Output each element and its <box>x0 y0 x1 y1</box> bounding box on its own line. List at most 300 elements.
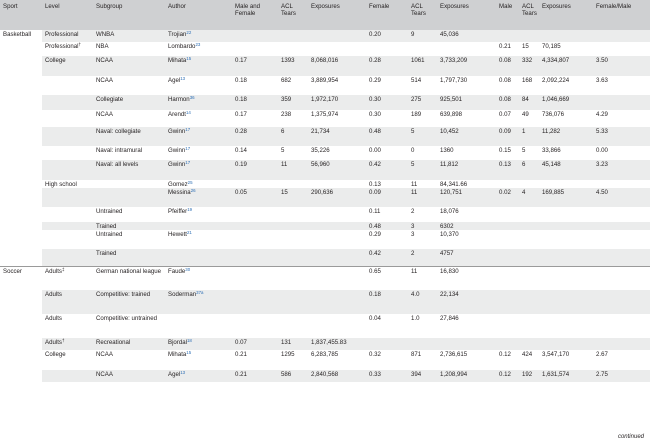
footnote-mark: † <box>78 42 81 47</box>
author-cell <box>165 350 232 370</box>
subgroup-cell <box>93 56 165 76</box>
female-rate-cell <box>366 30 408 42</box>
male-female-exposures-cell <box>308 249 366 266</box>
male-female-rate-cell <box>232 350 278 370</box>
subgroup-cell <box>93 30 165 42</box>
female-exposures-value: 1,797,730 <box>440 77 468 84</box>
male-exposures-cell <box>539 188 593 207</box>
sport-cell <box>0 30 42 42</box>
table-row <box>0 266 650 290</box>
sport-value: Soccer <box>3 267 22 275</box>
column-header-acl-tears-male: ACL Tears <box>522 3 537 18</box>
male-exposures-cell <box>539 290 593 314</box>
author-cell <box>165 127 232 146</box>
male-tears-value: 192 <box>522 371 533 379</box>
female-tears-cell <box>408 290 437 314</box>
subgroup-value: Competitive: untrained <box>96 315 157 323</box>
author-cell <box>165 30 232 42</box>
author-value: Agel <box>168 371 181 379</box>
male-female-tears-cell <box>278 222 308 230</box>
female-rate-value: 0.33 <box>369 371 381 379</box>
level-cell <box>42 290 93 314</box>
sport-cell <box>0 95 42 110</box>
male-exposures-cell <box>539 110 593 127</box>
female-male-ratio-cell <box>593 110 650 127</box>
male-female-rate-cell <box>232 207 278 222</box>
male-tears-cell <box>519 314 539 338</box>
table-row <box>0 160 650 180</box>
male-tears-cell <box>519 146 539 160</box>
level-value: Professional <box>45 43 79 50</box>
author-cell <box>165 266 232 290</box>
female-male-ratio-cell <box>593 188 650 207</box>
sport-cell <box>0 110 42 127</box>
level-cell <box>42 370 93 382</box>
male-exposures-value: 2,092,224 <box>542 77 570 84</box>
female-tears-value: 11 <box>411 189 418 197</box>
male-female-exposures-cell <box>308 290 366 314</box>
male-tears-value: 15 <box>522 43 529 50</box>
male-female-rate-cell <box>232 266 278 290</box>
level-cell <box>42 350 93 370</box>
male-female-tears-cell <box>278 42 308 56</box>
subgroup-value: NCAA <box>96 351 113 359</box>
subgroup-value: Naval: collegiate <box>96 128 141 135</box>
female-rate-value: 0.20 <box>369 31 381 38</box>
male-exposures-cell <box>539 160 593 180</box>
level-cell <box>42 76 93 95</box>
reference-link[interactable]: 17 <box>185 160 191 165</box>
female-male-ratio-cell <box>593 370 650 382</box>
male-female-tears-value: 682 <box>281 77 292 84</box>
male-female-exposures-value: 21,734 <box>311 128 330 135</box>
author-value: Lombardo <box>168 43 196 50</box>
male-tears-cell <box>519 266 539 290</box>
female-rate-cell <box>366 180 408 188</box>
column-header-author: Author <box>168 3 186 10</box>
female-rate-cell <box>366 370 408 382</box>
column-header-male: Male <box>499 3 513 10</box>
sport-cell <box>0 370 42 382</box>
subgroup-value: Recreational <box>96 339 131 347</box>
level-value: High school <box>45 181 77 188</box>
male-tears-cell <box>519 160 539 180</box>
female-male-ratio-cell <box>593 127 650 146</box>
author-value: Trojian <box>168 31 187 38</box>
male-exposures-cell <box>539 249 593 266</box>
female-tears-cell <box>408 56 437 76</box>
subgroup-cell <box>93 188 165 207</box>
male-female-tears-value: 131 <box>281 339 292 347</box>
female-male-ratio-cell <box>593 146 650 160</box>
male-female-rate-value: 0.18 <box>235 77 247 84</box>
author-value: Arendt <box>168 111 186 118</box>
male-tears-cell <box>519 338 539 350</box>
level-cell <box>42 110 93 127</box>
sport-cell <box>0 266 42 290</box>
sport-cell <box>0 314 42 338</box>
sport-cell <box>0 127 42 146</box>
male-exposures-cell <box>539 207 593 222</box>
subgroup-value: Naval: intramural <box>96 147 143 154</box>
female-rate-cell <box>366 42 408 56</box>
subgroup-cell <box>93 230 165 249</box>
female-exposures-value: 6302 <box>440 223 454 231</box>
female-exposures-cell <box>437 95 496 110</box>
female-exposures-cell <box>437 188 496 207</box>
reference-link[interactable]: 13 <box>180 76 186 81</box>
sport-cell <box>0 146 42 160</box>
male-exposures-value: 4,334,807 <box>542 57 570 64</box>
male-female-tears-cell <box>278 230 308 249</box>
column-header-male-and-female: Male and Female <box>235 3 261 18</box>
reference-link[interactable]: 26 <box>190 188 196 194</box>
table-row <box>0 56 650 76</box>
subgroup-value: Competitive: trained <box>96 291 151 299</box>
male-exposures-cell <box>539 350 593 370</box>
female-tears-cell <box>408 230 437 249</box>
reference-link[interactable]: 37a <box>196 290 204 296</box>
female-rate-cell <box>366 249 408 266</box>
male-tears-value: 5 <box>522 147 526 154</box>
male-rate-cell <box>496 42 519 56</box>
female-rate-cell <box>366 207 408 222</box>
sport-cell <box>0 160 42 180</box>
column-header-level: Level <box>45 3 60 10</box>
table-row <box>0 338 650 350</box>
author-cell <box>165 56 232 76</box>
male-female-tears-cell <box>278 127 308 146</box>
male-female-rate-cell <box>232 222 278 230</box>
female-male-ratio-cell <box>593 266 650 290</box>
sport-cell <box>0 180 42 188</box>
female-tears-value: 4.0 <box>411 291 420 299</box>
male-rate-cell <box>496 95 519 110</box>
male-female-tears-value: 586 <box>281 371 292 379</box>
sport-cell <box>0 338 42 350</box>
male-rate-value: 0.08 <box>499 96 511 103</box>
male-female-tears-cell <box>278 370 308 382</box>
male-exposures-value: 1,046,669 <box>542 96 570 103</box>
female-male-ratio-value: 3.63 <box>596 77 608 84</box>
author-value: Pfeiffer <box>168 208 188 216</box>
reference-link[interactable]: 21 <box>186 230 192 236</box>
subgroup-value: NCAA <box>96 77 113 84</box>
male-female-exposures-value: 1,972,170 <box>311 96 339 103</box>
male-female-rate-cell <box>232 338 278 350</box>
female-rate-value: 0.42 <box>369 250 381 258</box>
female-male-ratio-cell <box>593 76 650 95</box>
table-row <box>0 370 650 382</box>
reference-link[interactable]: 15 <box>186 56 192 61</box>
female-exposures-cell <box>437 127 496 146</box>
subgroup-cell <box>93 110 165 127</box>
female-exposures-value: 22,134 <box>440 291 459 299</box>
table-row <box>0 180 650 188</box>
reference-link[interactable]: 22 <box>186 30 192 35</box>
level-cell <box>42 95 93 110</box>
female-exposures-cell <box>437 249 496 266</box>
author-cell <box>165 230 232 249</box>
reference-link[interactable]: 23 <box>195 42 201 47</box>
male-female-tears-value: 11 <box>281 161 288 168</box>
female-rate-cell <box>366 160 408 180</box>
level-cell <box>42 188 93 207</box>
level-cell <box>42 266 93 290</box>
author-value: Hewett <box>168 231 187 239</box>
level-value: Professional <box>45 31 79 38</box>
male-rate-value: 0.13 <box>499 161 511 168</box>
male-exposures-cell <box>539 314 593 338</box>
female-rate-value: 0.30 <box>369 111 381 118</box>
male-rate-cell <box>496 127 519 146</box>
reference-link[interactable]: 14 <box>185 110 191 115</box>
female-rate-value: 0.48 <box>369 128 381 135</box>
male-female-rate-cell <box>232 230 278 249</box>
male-female-exposures-cell <box>308 76 366 95</box>
male-tears-cell <box>519 95 539 110</box>
male-exposures-cell <box>539 127 593 146</box>
male-female-exposures-value: 6,283,785 <box>311 351 339 359</box>
author-value: Gwinn <box>168 147 186 154</box>
female-male-ratio-value: 2.67 <box>596 351 608 359</box>
table-row <box>0 127 650 146</box>
author-cell <box>165 146 232 160</box>
female-exposures-value: 84,341.66 <box>440 181 468 188</box>
female-rate-cell <box>366 146 408 160</box>
female-exposures-cell <box>437 180 496 188</box>
female-rate-value: 0.28 <box>369 57 381 64</box>
table-body <box>0 30 650 382</box>
reference-link[interactable]: 17 <box>185 127 191 132</box>
male-female-rate-cell <box>232 249 278 266</box>
female-exposures-cell <box>437 42 496 56</box>
author-value: Mihata <box>168 57 187 64</box>
male-exposures-cell <box>539 370 593 382</box>
subgroup-cell <box>93 42 165 56</box>
male-female-rate-value: 0.05 <box>235 189 247 197</box>
male-female-exposures-cell <box>308 30 366 42</box>
column-header-female: Female <box>369 3 390 10</box>
female-male-ratio-cell <box>593 338 650 350</box>
author-cell <box>165 290 232 314</box>
female-exposures-cell <box>437 290 496 314</box>
subgroup-value: German national league <box>96 267 162 275</box>
male-exposures-cell <box>539 95 593 110</box>
male-female-exposures-value: 56,960 <box>311 161 330 168</box>
table-row <box>0 110 650 127</box>
female-rate-cell <box>366 56 408 76</box>
male-female-tears-cell <box>278 56 308 76</box>
author-cell <box>165 160 232 180</box>
male-exposures-cell <box>539 42 593 56</box>
male-tears-cell <box>519 290 539 314</box>
table-row <box>0 230 650 249</box>
female-exposures-cell <box>437 160 496 180</box>
author-cell <box>165 42 232 56</box>
author-cell <box>165 110 232 127</box>
female-exposures-cell <box>437 56 496 76</box>
male-female-rate-cell <box>232 160 278 180</box>
table-row <box>0 95 650 110</box>
footnote-mark: † <box>61 338 65 344</box>
column-header-sport: Sport <box>3 3 18 10</box>
male-female-rate-cell <box>232 127 278 146</box>
subgroup-cell <box>93 76 165 95</box>
male-rate-value: 0.15 <box>499 147 511 154</box>
subgroup-cell <box>93 160 165 180</box>
subgroup-value: NCAA <box>96 57 113 64</box>
male-exposures-cell <box>539 266 593 290</box>
female-tears-value: 5 <box>411 161 415 168</box>
male-female-tears-cell <box>278 146 308 160</box>
subgroup-cell <box>93 350 165 370</box>
male-rate-value: 0.08 <box>499 57 511 64</box>
male-rate-value: 0.09 <box>499 128 511 135</box>
male-exposures-value: 169,885 <box>542 189 565 197</box>
subgroup-value: Collegiate <box>96 96 124 103</box>
male-female-rate-value: 0.14 <box>235 147 247 154</box>
female-rate-value: 0.29 <box>369 231 381 239</box>
male-exposures-cell <box>539 30 593 42</box>
male-female-tears-cell <box>278 207 308 222</box>
table-row <box>0 76 650 95</box>
level-cell <box>42 207 93 222</box>
female-rate-value: 0.48 <box>369 223 381 231</box>
subgroup-cell <box>93 370 165 382</box>
reference-link[interactable]: 30 <box>185 266 191 272</box>
female-tears-cell <box>408 95 437 110</box>
female-rate-value: 0.11 <box>369 208 381 216</box>
male-female-exposures-cell <box>308 266 366 290</box>
male-female-rate-value: 0.18 <box>235 96 247 103</box>
sport-cell <box>0 222 42 230</box>
female-exposures-value: 16,830 <box>440 267 459 275</box>
level-value: Adults <box>45 315 62 323</box>
male-female-exposures-value: 3,889,954 <box>311 77 339 84</box>
level-cell <box>42 249 93 266</box>
subgroup-cell <box>93 180 165 188</box>
table-row <box>0 146 650 160</box>
reference-link[interactable]: 25 <box>187 180 193 185</box>
level-value: Adults <box>45 267 62 275</box>
table-row <box>0 350 650 370</box>
male-tears-cell <box>519 188 539 207</box>
female-rate-value: 0.00 <box>369 147 381 154</box>
table-row <box>0 42 650 56</box>
female-exposures-cell <box>437 338 496 350</box>
male-female-tears-value: 359 <box>281 96 292 103</box>
male-tears-cell <box>519 230 539 249</box>
female-tears-value: 11 <box>411 267 418 275</box>
male-rate-value: 0.02 <box>499 189 511 197</box>
male-exposures-value: 736,076 <box>542 111 565 118</box>
level-cell <box>42 56 93 76</box>
male-female-exposures-cell <box>308 56 366 76</box>
female-male-ratio-cell <box>593 207 650 222</box>
female-rate-value: 0.09 <box>369 189 381 197</box>
reference-link[interactable]: 19 <box>187 207 193 213</box>
female-male-ratio-cell <box>593 222 650 230</box>
subgroup-value: Trained <box>96 223 117 231</box>
male-rate-value: 0.12 <box>499 351 511 359</box>
level-cell <box>42 314 93 338</box>
table-row <box>0 290 650 314</box>
male-female-rate-value: 0.21 <box>235 351 247 359</box>
reference-link[interactable]: 36 <box>189 95 195 100</box>
female-rate-cell <box>366 230 408 249</box>
female-rate-value: 0.42 <box>369 161 381 168</box>
author-cell <box>165 249 232 266</box>
reference-link[interactable]: 13 <box>180 370 186 376</box>
male-tears-cell <box>519 76 539 95</box>
male-female-exposures-value: 8,068,016 <box>311 57 339 64</box>
male-tears-value: 1 <box>522 128 526 135</box>
author-value: Harmon <box>168 96 190 103</box>
male-exposures-value: 70,185 <box>542 43 561 50</box>
author-value: Bjordal <box>168 339 187 347</box>
female-exposures-value: 1360 <box>440 147 454 154</box>
female-rate-cell <box>366 127 408 146</box>
footnote-mark: ‡ <box>61 266 65 272</box>
male-tears-cell <box>519 127 539 146</box>
male-female-tears-cell <box>278 266 308 290</box>
male-female-exposures-cell <box>308 95 366 110</box>
male-tears-cell <box>519 222 539 230</box>
author-cell <box>165 180 232 188</box>
female-rate-cell <box>366 95 408 110</box>
female-exposures-cell <box>437 370 496 382</box>
female-tears-cell <box>408 222 437 230</box>
female-exposures-cell <box>437 350 496 370</box>
male-female-tears-cell <box>278 180 308 188</box>
female-exposures-value: 120,751 <box>440 189 463 197</box>
female-exposures-value: 925,501 <box>440 96 463 103</box>
male-rate-cell <box>496 207 519 222</box>
level-cell <box>42 222 93 230</box>
reference-link[interactable]: 17 <box>185 146 191 151</box>
male-female-exposures-cell <box>308 110 366 127</box>
female-tears-value: 11 <box>411 181 418 188</box>
subgroup-value: Naval: all levels <box>96 161 139 168</box>
author-cell <box>165 314 232 338</box>
female-exposures-cell <box>437 230 496 249</box>
male-female-tears-cell <box>278 95 308 110</box>
female-exposures-value: 3,733,209 <box>440 57 468 64</box>
male-tears-cell <box>519 180 539 188</box>
male-female-exposures-cell <box>308 230 366 249</box>
female-tears-value: 3 <box>411 231 415 239</box>
male-female-exposures-cell <box>308 160 366 180</box>
female-tears-cell <box>408 30 437 42</box>
sport-cell <box>0 207 42 222</box>
female-male-ratio-value: 4.29 <box>596 111 608 118</box>
author-cell <box>165 222 232 230</box>
reference-link[interactable]: 15 <box>186 350 192 356</box>
author-value: Messina <box>168 189 191 197</box>
male-tears-cell <box>519 42 539 56</box>
reference-link[interactable]: 18 <box>186 338 192 344</box>
male-female-exposures-cell <box>308 188 366 207</box>
female-rate-cell <box>366 188 408 207</box>
level-value: College <box>45 351 66 359</box>
male-female-tears-cell <box>278 30 308 42</box>
male-rate-cell <box>496 314 519 338</box>
level-value: Adults <box>45 291 62 299</box>
sport-cell <box>0 249 42 266</box>
male-female-tears-cell <box>278 338 308 350</box>
male-female-rate-value: 0.19 <box>235 161 247 168</box>
